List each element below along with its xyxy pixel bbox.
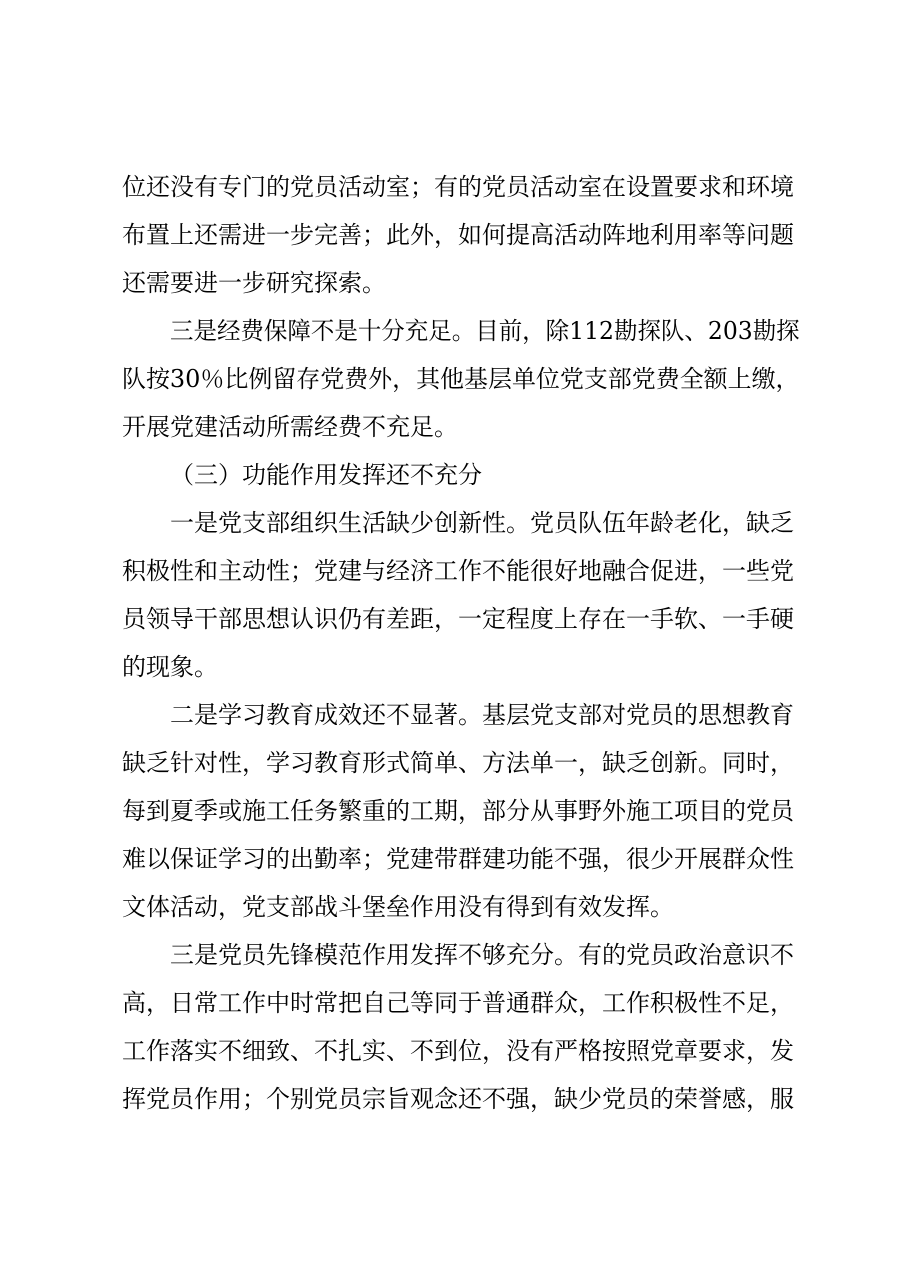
text-line: 队按30％比例留存党费外，其他基层单位党支部党费全额上缴， [122, 365, 800, 393]
text-line: 高，日常工作中时常把自己等同于普通群众，工作积极性不足， [122, 989, 794, 1017]
paragraph-first-line: 二是学习教育成效还不显著。基层党支部对党员的思想教育 [170, 701, 794, 729]
text-line: 还需要进一步研究探索。 [122, 269, 386, 297]
paragraph-first-line: 一是党支部组织生活缺少创新性。党员队伍年龄老化，缺乏 [170, 509, 794, 537]
paragraph-first-line: 三是经费保障不是十分充足。目前，除112勘探队、203勘探 [170, 317, 800, 345]
text-line: 挥党员作用；个别党员宗旨观念还不强，缺少党员的荣誉感，服 [122, 1085, 794, 1113]
text-line: 位还没有专门的党员活动室；有的党员活动室在设置要求和环境 [122, 173, 794, 201]
text-line: 缺乏针对性，学习教育形式简单、方法单一，缺乏创新。同时， [122, 749, 794, 777]
text-line: 员领导干部思想认识仍有差距，一定程度上存在一手软、一手硬 [122, 605, 794, 633]
text-line: 工作落实不细致、不扎实、不到位，没有严格按照党章要求，发 [122, 1037, 794, 1065]
text-line: 布置上还需进一步完善；此外，如何提高活动阵地利用率等问题 [122, 221, 794, 249]
section-heading: （三）功能作用发挥还不充分 [170, 461, 482, 489]
text-line: 难以保证学习的出勤率；党建带群建功能不强，很少开展群众性 [122, 845, 794, 873]
text-line: 积极性和主动性；党建与经济工作不能很好地融合促进，一些党 [122, 557, 794, 585]
paragraph-first-line: 三是党员先锋模范作用发挥不够充分。有的党员政治意识不 [170, 941, 794, 969]
text-line: 文体活动，党支部战斗堡垒作用没有得到有效发挥。 [122, 893, 674, 921]
text-line: 的现象。 [122, 653, 218, 681]
text-line: 开展党建活动所需经费不充足。 [122, 413, 458, 441]
text-line: 每到夏季或施工任务繁重的工期，部分从事野外施工项目的党员 [122, 797, 794, 825]
